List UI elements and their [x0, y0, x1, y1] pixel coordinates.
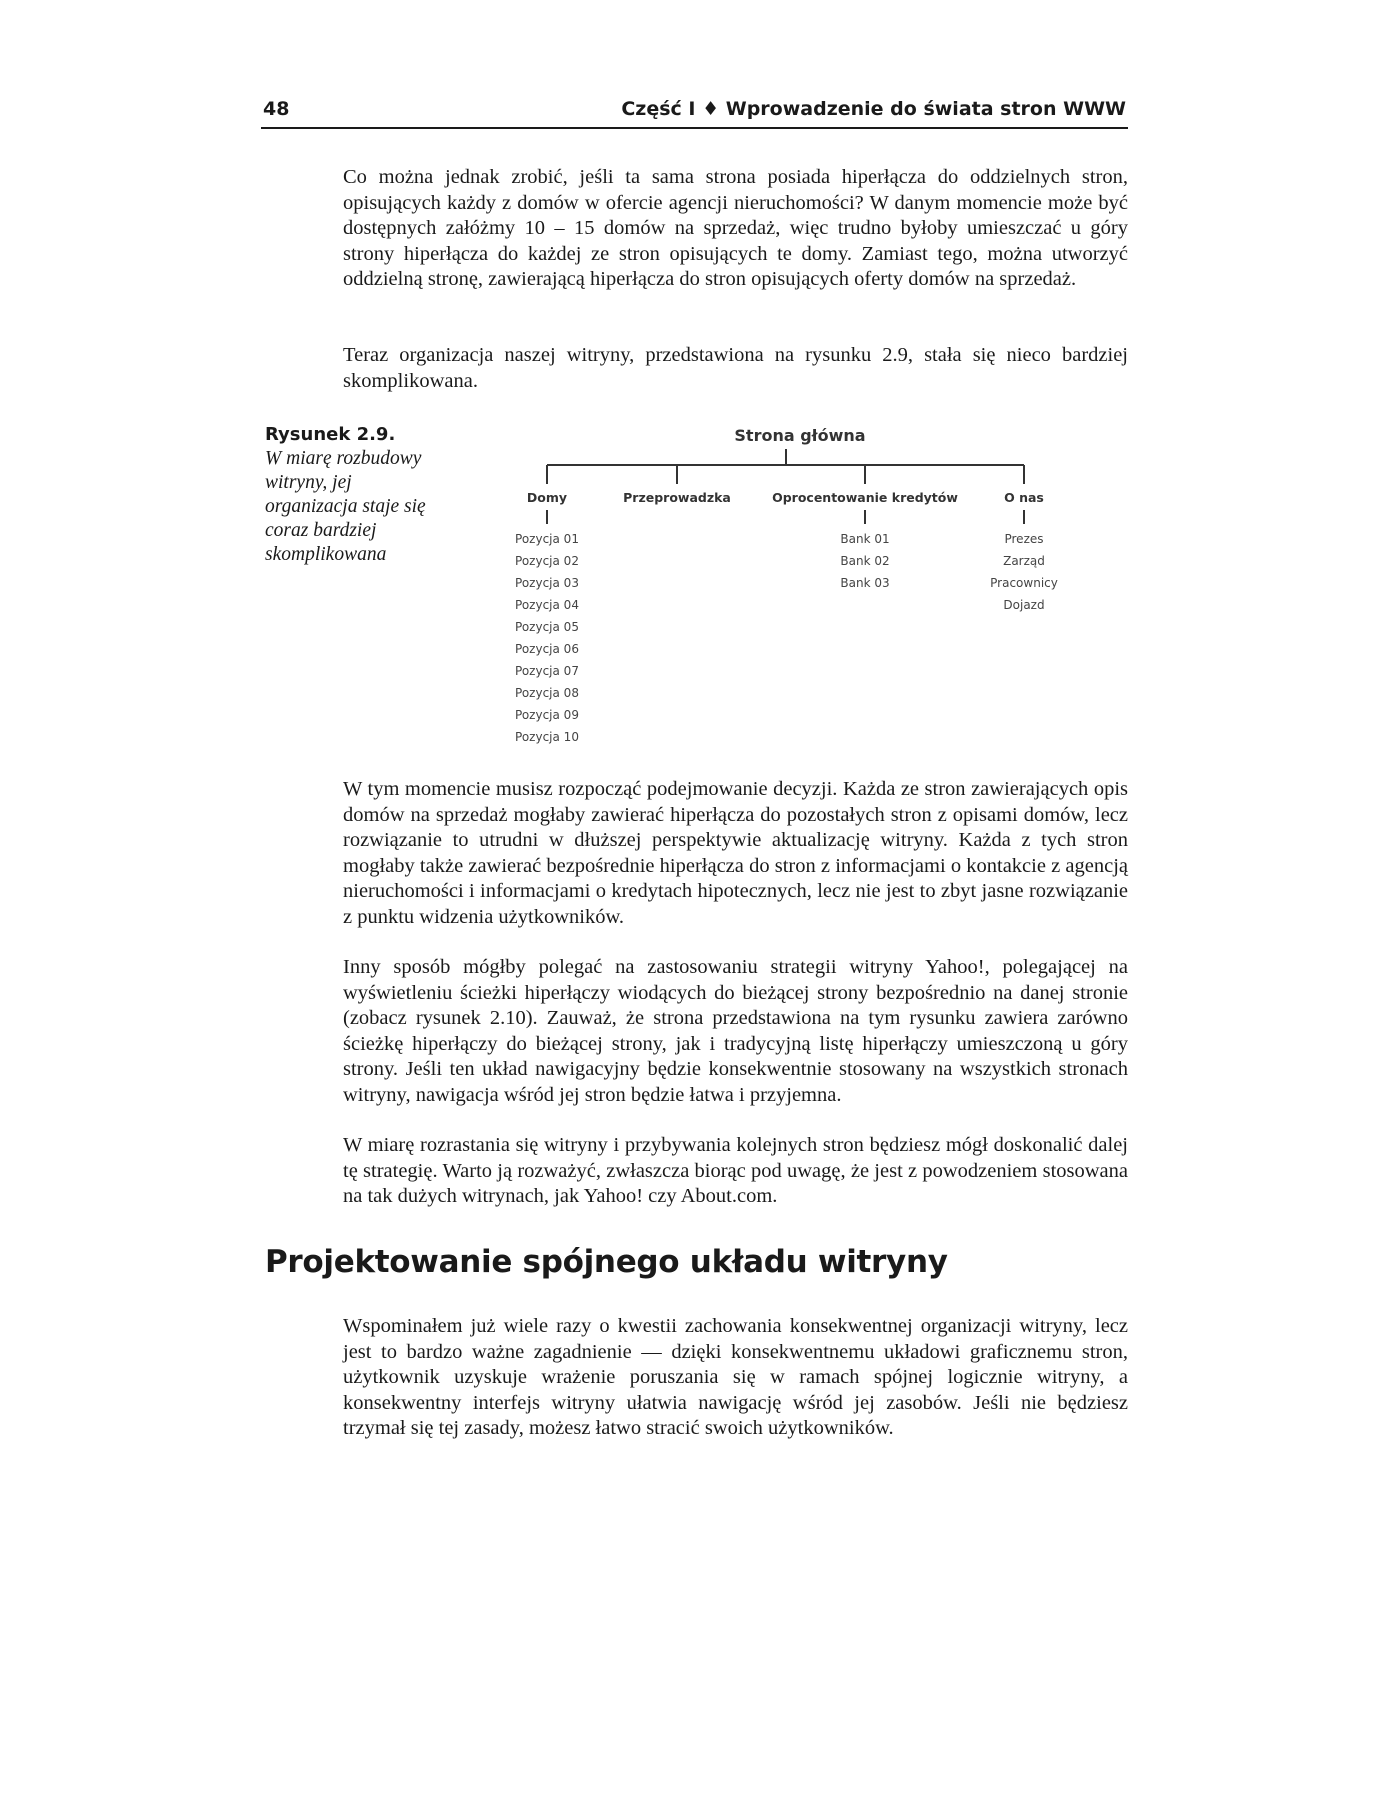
- diagram-item: Zarząd: [1003, 554, 1045, 568]
- diagram-item: Pozycja 04: [515, 598, 579, 612]
- figure-caption: [265, 423, 445, 567]
- diagram-item: Bank 01: [840, 532, 890, 546]
- diagram-item: Dojazd: [1003, 598, 1045, 612]
- diagram-branch-label: Przeprowadzka: [623, 490, 731, 505]
- diagram-item: Pozycja 02: [515, 554, 579, 568]
- paragraph-5: W miarę rozrastania się witryny i przybywania kolejnych stron będziesz mógł doskonalić dalej tę strategię. Warto ją rozważyć, zwłaszcza biorąc pod uwagę, że jest z powodzeniem stosowana na tak dużych witrynach, jak Yahoo! czy About.com.: [343, 1134, 1128, 1207]
- diagram-branch-kredyty: [755, 490, 975, 505]
- diagram-item: Pozycja 08: [515, 686, 579, 700]
- paragraph-2: Teraz organizacja naszej witryny, przedstawiona na rysunku 2.9, stała się nieco bardziej skomplikowana.: [343, 344, 1128, 392]
- paragraph-4: Inny sposób mógłby polegać na zastosowaniu strategii witryny Yahoo!, polegającej na wyświetleniu ścieżki hiperłączy wiodących do bieżącej strony bezpośrednio na danej stronie (zobacz rysunek 2.10). Zauważ, że strona przedstawiona na tym rysunku zawiera zarówno ścieżkę hiperłączy do bieżącej strony, jak i tradycyjną listę hiperłączy umieszczoną u góry strony. Jeśli ten układ nawigacyjny będzie konsekwentnie stosowany na wszystkich stronach witryny, nawigacja wśród jej stron będzie łatwa i przyjemna.: [343, 956, 1128, 1106]
- paragraph-1: Co można jednak zrobić, jeśli ta sama strona posiada hiperłącza do oddzielnych stron, opisujących każdy z domów w ofercie agencji nieruchomości? W danym momencie może być dostępnych załóżmy 10 – 15 domów na sprzedaż, więc trudno byłoby umieszczać u góry strony hiperłącza do każdej ze stron opisujących te domy. Zamiast tego, można utworzyć oddzielną stronę, zawierającą hiperłącza do stron opisujących oferty domów na sprzedaż.: [343, 166, 1128, 290]
- diagram-branch-label: O nas: [1004, 490, 1044, 505]
- diagram-items-onas: [974, 528, 1074, 616]
- diagram-branch-label: Domy: [526, 490, 568, 505]
- diagram-item: Bank 03: [840, 576, 890, 590]
- diagram-item: Pozycja 07: [515, 664, 579, 678]
- diagram-item: Pozycja 10: [515, 730, 579, 744]
- diagram-branch-onas: [984, 490, 1064, 505]
- diagram-item: Pozycja 06: [515, 642, 579, 656]
- diagram-item: Prezes: [1004, 532, 1044, 546]
- diagram-item: Bank 02: [840, 554, 890, 568]
- figure-label: Rysunek 2.9.: [265, 424, 396, 445]
- diagram-root-label: Strona główna: [734, 426, 866, 445]
- running-title: Część I ♦ Wprowadzenie do świata stron WWW: [621, 98, 1126, 120]
- figure-caption-text: W miarę rozbudowy witryny, jej organizacja staje się coraz bardziej skomplikowana: [265, 448, 426, 565]
- paragraph-6: Wspominałem już wiele razy o kwestii zachowania konsekwentnej organizacji witryny, lecz jest to bardzo ważne zagadnienie — dzięki konsekwentnemu układowi graficznemu stron, użytkownik uzyskuje wrażenie poruszania się w ramach spójnej logicznie witryny, a konsekwentny interfejs witryny ułatwia nawigację wśród jej zasobów. Jeśli nie będziesz trzymał się tej zasady, możesz łatwo stracić swoich użytkowników.: [343, 1315, 1128, 1439]
- diagram-item: Pracownicy: [990, 576, 1058, 590]
- site-structure-diagram: [500, 420, 1100, 750]
- diagram-item: Pozycja 01: [515, 532, 579, 546]
- diagram-items-kredyty: [815, 528, 915, 594]
- header-rule: [261, 127, 1128, 129]
- section-heading: Projektowanie spójnego układu witryny: [265, 1244, 948, 1280]
- diagram-item: Pozycja 05: [515, 620, 579, 634]
- paragraph-3: W tym momencie musisz rozpocząć podejmowanie decyzji. Każda ze stron zawierających opis domów na sprzedaż mogłaby zawierać hiperłącza do pozostałych stron z opisami domów, lecz rozwiązanie to utrudni w dłuższej perspektywie aktualizację witryny. Każda z tych stron mogłaby także zawierać bezpośrednie hiperłącza do stron z informacjami o kontakcie z agencją nieruchomości i informacjami o kredytach hipotecznych, lecz nie jest to zbyt jasne rozwiązanie z punktu widzenia użytkowników.: [343, 778, 1128, 928]
- diagram-branch-przeprowadzka: [597, 490, 757, 505]
- diagram-root-node: [500, 426, 1100, 446]
- diagram-items-domy: [497, 528, 597, 748]
- page-number: 48: [263, 98, 290, 120]
- diagram-item: Pozycja 03: [515, 576, 579, 590]
- diagram-item: Pozycja 09: [515, 708, 579, 722]
- diagram-branch-domy: [507, 490, 587, 505]
- diagram-branch-label: Oprocentowanie kredytów: [772, 490, 958, 505]
